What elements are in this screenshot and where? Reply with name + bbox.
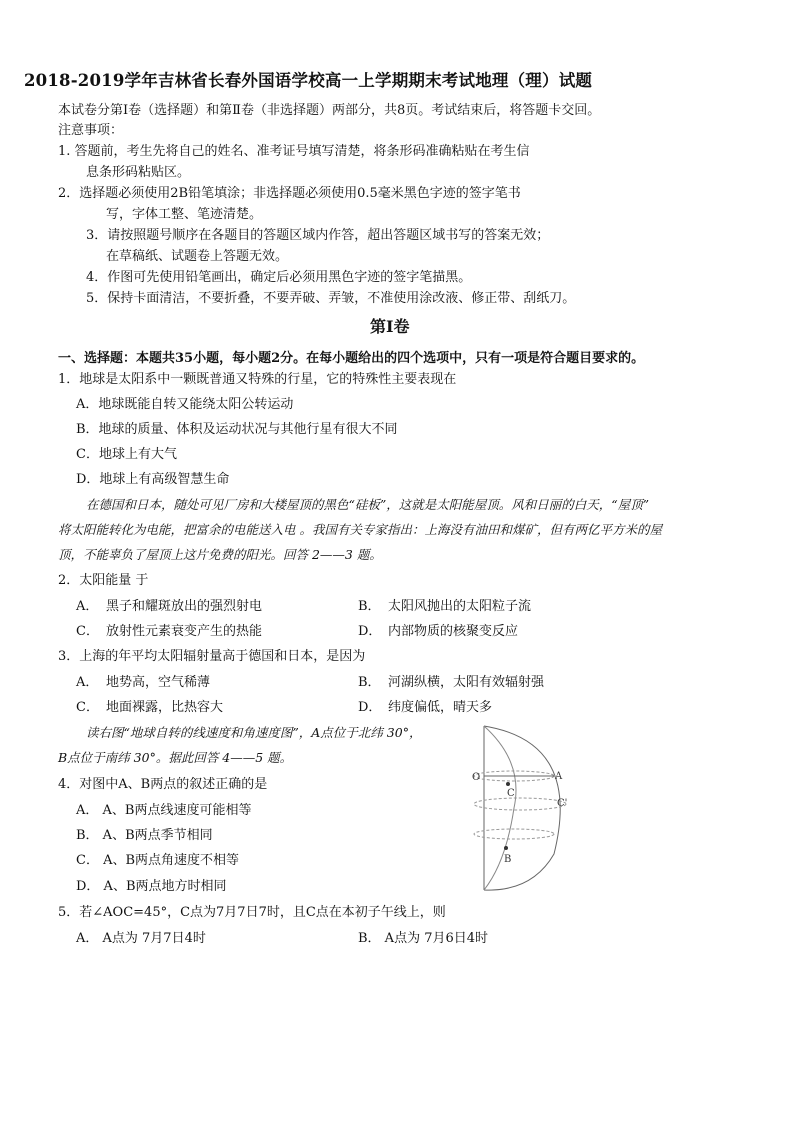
- question-4-option-d: D． A、B两点地方时相同: [76, 879, 227, 894]
- latitude-30s: [474, 829, 554, 839]
- passage-line: 将太阳能转化为电能，把富余的电能送入电 。我国有关专家指出：上海没有油田和煤矿，但有两亿平方米的屋: [58, 522, 662, 537]
- question-2-option-c-label: C．: [76, 624, 99, 639]
- question-4-option-a: A． A、B两点线速度可能相等: [76, 803, 252, 818]
- intro-text: 本试卷分第Ⅰ卷（选择题）和第Ⅱ卷（非选择题）两部分，共8页。考试结束后，将答题卡交回。: [58, 103, 601, 118]
- question-2-option-c: 放射性元素衰变产生的热能: [106, 624, 263, 639]
- question-2-option-d: 内部物质的核聚变反应: [388, 624, 519, 639]
- question-3-option-a: 地势高，空气稀薄: [106, 675, 211, 690]
- question-2-option-b: 太阳风抛出的太阳粒子流: [388, 599, 532, 614]
- notice-line: 4．作图可先使用铅笔画出，确定后必须用黑色字迹的签字笔描黑。: [86, 270, 472, 285]
- point-b-dot: [504, 846, 508, 850]
- question-2-option-b-label: B．: [358, 599, 381, 614]
- notice-label: 注意事项：: [58, 123, 124, 138]
- question-2-option-a: 黑子和耀斑放出的强烈射电: [106, 599, 263, 614]
- question-3-option-c: 地面裸露，比热容大: [106, 700, 224, 715]
- label-b: B: [504, 854, 512, 865]
- question-5-option-b: B． A点为 7月6日4时: [358, 931, 489, 946]
- document-title: 2018-2019学年吉林省长春外国语学校高一上学期期末考试地理（理）试题: [24, 71, 593, 90]
- meridian-arc: [484, 726, 516, 890]
- question-4-option-b: B． A、B两点季节相同: [76, 828, 213, 843]
- question-4-option-c: C． A、B两点角速度不相等: [76, 853, 240, 868]
- figure-intro-line: 读右图“地球自转的线速度和角速度图”，A点位于北纬 30°，: [86, 725, 422, 740]
- question-3-option-b: 河湖纵横，太阳有效辐射强: [388, 675, 545, 690]
- part-one-instructions: 一、选择题：本题共35小题，每小题2分。在每小题给出的四个选项中，只有一项是符合题目要求的。: [58, 351, 645, 366]
- question-5-option-a: A． A点为 7月7日4时: [76, 931, 206, 946]
- question-2-option-a-label: A．: [76, 599, 99, 614]
- question-2-option-d-label: D．: [358, 624, 382, 639]
- question-4-stem: 4．对图中A、B两点的叙述正确的是: [58, 777, 268, 792]
- label-o: O: [472, 772, 481, 783]
- label-c: C: [507, 788, 515, 799]
- question-3-stem: 3．上海的年平均太阳辐射量高于德国和日本，是因为: [58, 649, 366, 664]
- figure-intro-line: B点位于南纬 30°。据此回答 4——5 题。: [58, 750, 293, 765]
- equator: [474, 798, 566, 810]
- notice-line: 息条形码粘贴区。: [86, 165, 191, 180]
- question-3-option-a-label: A．: [76, 675, 99, 690]
- hemisphere-outline: [484, 726, 560, 890]
- passage-line: 在德国和日本，随处可见厂房和大楼屋顶的黑色“硅板”，这就是太阳能屋顶。风和日丽的白天，“屋顶”: [86, 497, 650, 512]
- question-3-option-d: 纬度偏低，晴天多: [388, 700, 493, 715]
- section-title: 第Ⅰ卷: [370, 317, 410, 336]
- label-a: A: [555, 771, 563, 782]
- notice-line: 5．保持卡面清洁，不要折叠，不要弄破、弄皱，不准使用涂改液、修正带、刮纸刀。: [86, 291, 576, 306]
- question-1-stem: 1．地球是太阳系中一颗既普通又特殊的行星，它的特殊性主要表现在: [58, 372, 457, 387]
- question-2-stem: 2．太阳能量 于: [58, 573, 149, 588]
- notice-line: 写，字体工整、笔迹清楚。: [106, 207, 263, 222]
- question-1-option-b: B．地球的质量、体积及运动状况与其他行星有很大不同: [76, 422, 398, 437]
- notice-line: 2．选择题必须使用2B铅笔填涂；非选择题必须使用0.5毫米黑色字迹的签字笔书: [58, 186, 521, 201]
- passage-line: 顶，不能辜负了屋顶上这片免费的阳光。回答 2——3 题。: [58, 547, 382, 562]
- notice-line: 1. 答题前，考生先将自己的姓名、准考证号填写清楚，将条形码准确粘贴在考生信: [58, 144, 530, 159]
- question-1-option-c: C．地球上有大气: [76, 447, 177, 462]
- notice-line: 3．请按照题号顺序在各题目的答题区域内作答，超出答题区域书写的答案无效；: [86, 228, 550, 243]
- question-5-stem: 5．若∠AOC=45°，C点为7月7日7时，且C点在本初子午线上，则: [58, 905, 446, 920]
- question-3-option-c-label: C．: [76, 700, 99, 715]
- label-c-prime: C': [557, 798, 568, 809]
- question-3-option-b-label: B．: [358, 675, 381, 690]
- question-1-option-a: A．地球既能自转又能绕太阳公转运动: [76, 397, 294, 412]
- earth-rotation-diagram: [462, 722, 582, 894]
- question-3-option-d-label: D．: [358, 700, 382, 715]
- notice-line: 在草稿纸、试题卷上答题无效。: [106, 249, 289, 264]
- point-c-dot: [506, 782, 510, 786]
- question-1-option-d: D．地球上有高级智慧生命: [76, 472, 230, 487]
